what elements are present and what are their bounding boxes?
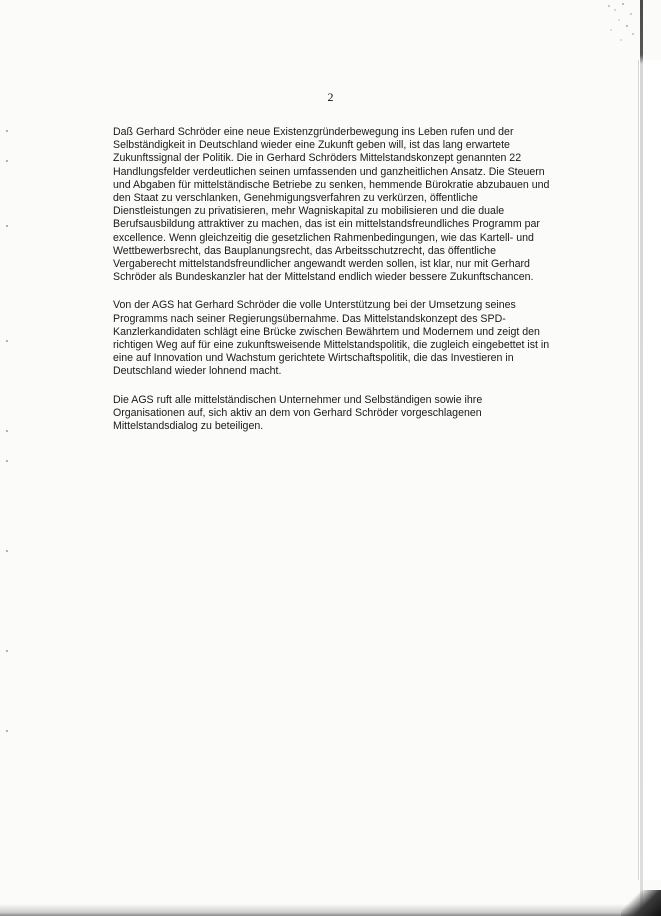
scan-left-specks	[0, 130, 20, 750]
scan-corner-noise	[601, 0, 639, 46]
scan-bottom-shadow	[0, 904, 661, 916]
paragraph-1: Daß Gerhard Schröder eine neue Existenzgründerbewegung ins Leben rufen und der Selbständigkeit in Deutschland wieder eine Zukunft geben will, ist das lang erwartete Zukunftssignal der Politik. Die in Gerhard Schröders Mittelstandskonzept genannten 22 Handlungsfelder verdeutlichen seinen umfassenden und ganzheitlichen Ansatz. Die Steuern und Abgaben für mittelständische Betriebe zu senken, hemmende Bürokratie abzubauen und den Staat zu verschlanken, Genehmigungsverfahren zu verkürzen, öffentliche Dienstleistungen zu privatisieren, mehr Wagniskapital zu mobilisieren und die duale Berufsausbildung attraktiver zu machen, das ist ein mittelstandsfreundliches Programm par excellence. Wenn gleichzeitig die gesetzlichen Rahmenbedingungen, wie das Kartell- und Wettbewerbsrecht, das Bauplanungsrecht, das Arbeitsschutzrecht, das öffentliche Vergaberecht mittelstandsfreundlicher angewandt werden sollen, ist klar, nur mit Gerhard Schröder als Bundeskanzler hat der Mittelstand endlich wieder bessere Zukunftschancen.	[113, 126, 550, 284]
scan-noise-graphic	[601, 0, 639, 46]
paragraph-2: Von der AGS hat Gerhard Schröder die volle Unterstützung bei der Umsetzung seines Programms nach seiner Regierungsübernahme. Das Mittelstandskonzept des SPD-Kanzlerkandidaten schlägt eine Brücke zwischen Bewährtem und Modernem und zeigt den richtigen Weg auf für eine zukunftsweisende Mittelstandspolitik, die zugleich eingebettet ist in eine auf Innovation und Wachstum gerichtete Wirtschaftspolitik, die das Investieren in Deutschland wieder lohnend macht.	[113, 299, 550, 378]
page-number: 2	[327, 90, 334, 104]
scan-bottom-corner	[621, 890, 661, 916]
paragraph-3: Die AGS ruft alle mittelständischen Unternehmer und Selbständigen sowie ihre Organisationen auf, sich aktiv an dem von Gerhard Schröder vorgeschlagenen Mittelstandsdialog zu beteiligen.	[113, 393, 483, 433]
scan-edge-line	[640, 0, 643, 916]
document-body	[113, 126, 553, 448]
